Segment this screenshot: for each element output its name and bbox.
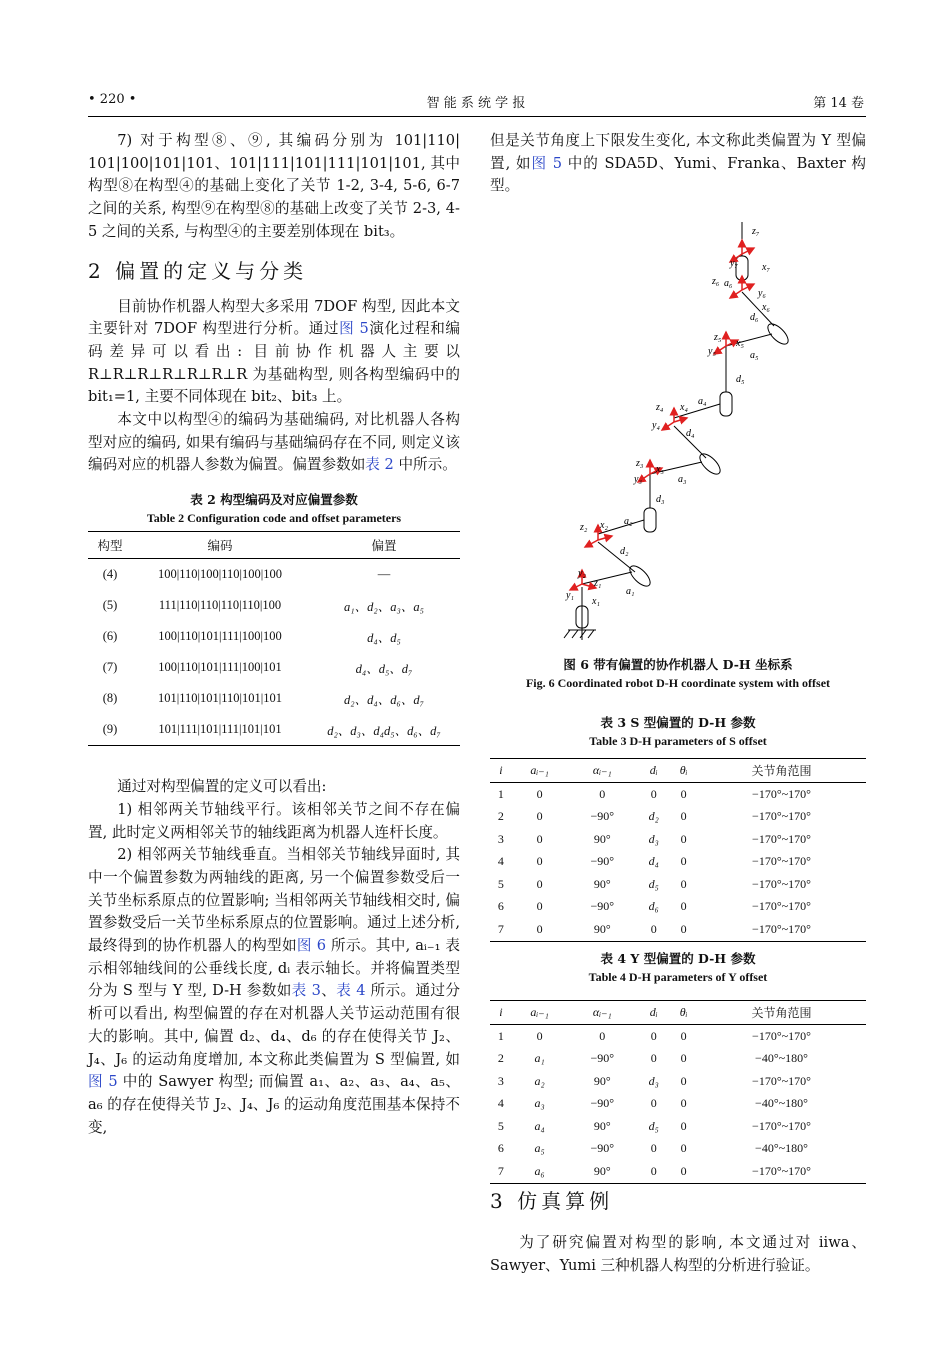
table-row <box>490 1048 866 1071</box>
frame-label: d₄ <box>686 428 695 439</box>
table-cell: 2 <box>497 809 504 824</box>
table2-link[interactable]: 表 2 <box>365 456 394 474</box>
table3 <box>490 758 866 942</box>
table-cell: 0 <box>536 786 543 801</box>
table-cell: 0 <box>637 918 670 941</box>
table-cell: (9) <box>88 714 132 746</box>
table-cell: a₁、d₂、a₃、a₅ <box>344 599 424 614</box>
table-cell: 0 <box>536 831 543 846</box>
table-cell: 4 <box>497 1096 504 1111</box>
table-cell: 0 <box>680 1051 687 1066</box>
table-cell: a₆ <box>512 1160 568 1183</box>
frame-label: x₃ <box>656 464 664 475</box>
table-cell: d₃ <box>648 831 659 846</box>
table4-block <box>490 950 866 1184</box>
table3-caption-en: Table 3 D-H parameters of S offset <box>589 734 767 748</box>
table-cell: −170°~170° <box>752 1118 811 1133</box>
table-cell: −170°~170° <box>752 809 811 824</box>
fig5-link-2[interactable]: 图 5 <box>88 1073 118 1091</box>
table-cell: 100|110|101|111|100|100 <box>158 629 282 644</box>
column-header: dᵢ <box>637 1001 670 1025</box>
table-cell: 0 <box>536 876 543 891</box>
table-cell: 0 <box>680 809 687 824</box>
table-cell: 0 <box>680 786 687 801</box>
table-cell: −170°~170° <box>752 1073 811 1088</box>
frame-label: d₃ <box>656 494 665 505</box>
frame-label: a₂ <box>624 516 633 527</box>
column-header: i <box>490 759 512 783</box>
paragraph-7dof: 目前协作机器人构型大多采用 7DOF 构型, 因此本文主要针对 7DOF 构型进行分析。通过图 5演化过程和编码差异可以看出: 目前协作机器人主要以 R⊥R⊥R⊥R⊥R⊥R⊥R 为基础构型, 则各构型编码中的 bit₁=1, 主要不同体现在 bit₂、bit₃ 上。 <box>88 297 460 406</box>
column-header: dᵢ <box>637 759 670 783</box>
table-cell: 5 <box>497 1118 504 1133</box>
table-cell: 90° <box>593 876 611 891</box>
table-cell: 0 <box>599 786 606 801</box>
frame-label: x₆ <box>762 302 770 313</box>
frame-label: y₅ <box>708 346 716 357</box>
table-cell: 0 <box>650 786 657 801</box>
frame-label: z₃ <box>636 458 644 469</box>
table-cell: 0 <box>680 1118 687 1133</box>
table-cell: 0 <box>680 1096 687 1111</box>
table-row <box>490 1025 866 1048</box>
table4 <box>490 1000 866 1184</box>
table-row <box>490 1115 866 1138</box>
table-cell: 0 <box>680 1141 687 1156</box>
table-cell: −40°~180° <box>755 1096 808 1111</box>
table-cell: 90° <box>567 1160 637 1183</box>
table-cell: −170°~170° <box>697 918 866 941</box>
table-cell: 100|110|100|110|100|100 <box>157 567 283 582</box>
frame-label: x₇ <box>762 262 770 273</box>
table-cell: 101|111|101|111|101|101 <box>132 714 308 746</box>
paragraph-perpendicular-joints: 2) 相邻两关节轴线垂直。当相邻关节轴线异面时, 其中一个偏置参数为两轴线的距离, 另一个偏置参数受后一关节坐标系原点的位置影响; 当相邻两关节轴线相交时, 偏置参数受后一关节坐标系原点的位置影响。通过上述分析, 最终得到的协作机器人的构型如图 6 所示。其中, aᵢ₋₁ 表示相邻轴线间的公垂线长度, dᵢ 表示轴长。并将偏置类型分为 S 型与 Y 型, D-H 参数如表 3、表 4 所示。通过分析可以看出, 构型偏置的存在对机器人关节运动范围有很大的影响。其中, 偏置 d₂、d₄、d₆ 的存在使得关节 J₂、J₄、J₆ 的运动角度增加, 本文称此类偏置为 S 型偏置, 如图 5 中的 Sawyer 构型; 而偏置 a₁、a₂、a₃、a₄、a₅、a₆ 的存在使得关节 J₂、J₄、J₆ 的运动角度范围基本保持不变, <box>88 846 460 1136</box>
journal-title: 智 能 系 统 学 报 <box>426 96 526 111</box>
table-cell: −170°~170° <box>752 876 811 891</box>
fig6-link[interactable]: 图 6 <box>296 937 327 955</box>
volume-label: 第 14 卷 <box>813 96 864 111</box>
table-cell: −170°~170° <box>752 899 811 914</box>
table-cell: −90° <box>590 1141 615 1156</box>
table-row <box>490 1160 866 1183</box>
table-cell: d₂、d₄、d₆、d₇ <box>344 692 424 707</box>
paragraph-observation: 通过对构型偏置的定义可以看出: <box>117 778 327 796</box>
table-cell: d₆ <box>648 899 659 914</box>
column-header: θᵢ <box>670 1001 697 1025</box>
table-cell: 1 <box>497 1028 504 1043</box>
table-row <box>88 621 460 652</box>
table-row <box>490 783 866 806</box>
table-cell: −170°~170° <box>752 1028 811 1043</box>
table-cell: 4 <box>497 854 504 869</box>
table-row <box>88 559 460 591</box>
frame-label: x₄ <box>680 402 688 413</box>
table-row <box>490 896 866 919</box>
table-cell: 0 <box>637 1160 670 1183</box>
table-cell: (4) <box>102 567 118 582</box>
table-row <box>490 918 866 941</box>
table-cell: 1 <box>497 786 504 801</box>
table-cell: 6 <box>497 1141 504 1156</box>
table-cell: (7) <box>102 660 118 675</box>
table4-caption-cn: 表 4 Y 型偏置的 D-H 参数 <box>600 951 756 966</box>
header-rule <box>88 116 866 117</box>
table-cell: −170°~170° <box>752 854 811 869</box>
paragraph-y-offset: 但是关节角度上下限发生变化, 本文称此类偏置为 Y 型偏置, 如图 5 中的 SDA5D、Yumi、Franka、Baxter 构型。 <box>490 132 866 195</box>
table-cell: (6) <box>102 629 118 644</box>
table-cell: 0 <box>680 831 687 846</box>
table3-block <box>490 714 866 942</box>
frame-label: y₆ <box>758 288 766 299</box>
table-cell: 0 <box>670 1160 697 1183</box>
frame-label: x₁ <box>592 596 600 607</box>
section3-block <box>490 1188 866 1277</box>
table-cell: d₃ <box>648 1073 659 1088</box>
column-header: θᵢ <box>670 759 697 783</box>
table-cell: 0 <box>536 809 543 824</box>
frame-label: z₅ <box>714 332 722 343</box>
table-row <box>490 1070 866 1093</box>
table-cell: — <box>377 567 391 582</box>
table-cell: 90° <box>567 918 637 941</box>
table-row <box>490 1093 866 1116</box>
table-row <box>490 851 866 874</box>
table-cell: d₅ <box>648 1118 659 1133</box>
frame-label: y₃ <box>634 474 642 485</box>
table-cell: 0 <box>680 876 687 891</box>
table-cell: 0 <box>680 1073 687 1088</box>
table-cell: 7 <box>490 918 512 941</box>
table4-caption-en: Table 4 D-H parameters of Y offset <box>588 970 768 984</box>
table-cell: 111|110|110|110|110|100 <box>158 598 282 613</box>
table-cell: 3 <box>497 831 504 846</box>
column-header: i <box>490 1001 512 1025</box>
frame-label: x₅ <box>736 338 744 349</box>
table-cell: −90° <box>590 1096 615 1111</box>
frame-label: y₇ <box>730 258 738 269</box>
table-cell: 0 <box>536 1028 543 1043</box>
page-number: • 220 • <box>88 92 137 107</box>
frame-label: a₁ <box>626 586 635 597</box>
table-cell: −40°~180° <box>755 1051 808 1066</box>
table2-caption: 表 2 构型编码及对应偏置参数 Table 2 Configuration code and offset parameters <box>146 492 402 526</box>
table-cell: d₅ <box>648 876 659 891</box>
table-cell: 0 <box>650 1141 657 1156</box>
fig5-link[interactable]: 图 5 <box>339 320 369 338</box>
table-cell: a₃ <box>534 1096 545 1111</box>
column-header: 关节角范围 <box>697 759 866 783</box>
frame-label: z₄ <box>656 402 664 413</box>
frame-label: y₂ <box>578 568 586 579</box>
table-cell: −170°~170° <box>752 786 811 801</box>
table-cell: 6 <box>497 899 504 914</box>
frame-label: a₆ <box>724 278 733 289</box>
paragraph-simulation: 为了研究偏置对构型的影响, 本文通过对 iiwa、Sawyer、Yumi 三种机器人构型的分析进行验证。 <box>490 1234 866 1274</box>
column-header: aᵢ₋₁ <box>512 1001 568 1025</box>
frame-label: z₁ <box>594 578 602 589</box>
table-cell: 7 <box>490 1160 512 1183</box>
frame-label: y₄ <box>652 420 660 431</box>
table-cell: 0 <box>650 1096 657 1111</box>
column-header: αᵢ₋₁ <box>567 759 637 783</box>
table-cell: a₁ <box>534 1051 545 1066</box>
table-row <box>490 1138 866 1161</box>
table-cell: 101|110|101|110|101|101 <box>157 691 283 706</box>
table-cell: d₄、d₅、d₇ <box>355 661 413 676</box>
table-row <box>490 828 866 851</box>
table-cell: −170°~170° <box>752 831 811 846</box>
table-cell: 0 <box>680 1028 687 1043</box>
frame-label: z₇ <box>752 226 760 237</box>
table-cell: 90° <box>593 1118 611 1133</box>
table-row <box>88 714 460 746</box>
table-row <box>88 652 460 683</box>
table-row <box>490 873 866 896</box>
figure6-caption: 图 6 带有偏置的协作机器人 D-H 坐标系 Fig. 6 Coordinated robot D-H coordinate system with offset <box>525 657 831 690</box>
table2: 构型 编码 偏置 (4) 100|110|100|110|100|100 — (5) 111|110|110|110|110|100 a₁、d₂、a₃、a₅ (6) 100|110|101|111|100|100 d₄、d₅ (7) 100|110|101|111|100|101 d₄、d₅、d₇ (8) 101|110|101|110|101|101 d₂、d₄、d₆、d₇ (9) 101|111|101|111|101|101 d₂、d₃、d₄d₅、d₆、d₇ <box>88 531 460 746</box>
table-cell: −90° <box>590 1051 615 1066</box>
table-cell: (5) <box>102 598 118 613</box>
table3-caption-cn: 表 3 S 型偏置的 D-H 参数 <box>600 715 756 730</box>
frame-label: a₄ <box>698 396 707 407</box>
section-3-heading: 3 仿真算例 <box>490 1189 614 1213</box>
table-cell: d₄、d₅ <box>367 630 401 645</box>
table-cell: 2 <box>497 1051 504 1066</box>
table-cell: d₂、d₃、d₄d₅、d₆、d₇ <box>308 714 460 746</box>
table-cell: a₅ <box>534 1141 545 1156</box>
column-header: aᵢ₋₁ <box>512 759 568 783</box>
table-cell: −170°~170° <box>697 1160 866 1183</box>
table-row <box>490 806 866 829</box>
column-header: 关节角范围 <box>697 1001 866 1025</box>
right-column <box>490 130 866 198</box>
table-cell: a₄ <box>534 1118 545 1133</box>
table3-link[interactable]: 表 3 <box>291 982 321 1000</box>
table-cell: 0 <box>670 918 697 941</box>
fig5-link-3[interactable]: 图 5 <box>531 154 563 172</box>
table-cell: 0 <box>650 1028 657 1043</box>
table-row <box>88 683 460 714</box>
table-cell: 0 <box>536 854 543 869</box>
paragraph-offset-definition: 本文中以构型④的编码为基础编码, 对比机器人各构型对应的编码, 如果有编码与基础编码存在不同, 则定义该编码对应的机器人参数为偏置。偏置参数如表 2 中所示。 <box>88 411 460 474</box>
table-cell: 5 <box>497 876 504 891</box>
left-column <box>88 130 460 1139</box>
table-cell: 3 <box>497 1073 504 1088</box>
table-cell: 90° <box>593 831 611 846</box>
column-header: αᵢ₋₁ <box>567 1001 637 1025</box>
frame-label: d₆ <box>750 312 759 323</box>
section-2-heading: 2 偏置的定义与分类 <box>88 258 308 283</box>
table-cell: d₄ <box>648 854 659 869</box>
frame-label: a₃ <box>678 474 687 485</box>
paragraph-config-8-9: 7) 对于构型⑧、⑨, 其编码分别为 101|110| 101|100|101|101、101|111|101|111|101|101, 其中构型⑧在构型④的基础上变化了关节 1-2, 3-4, 5-6, 6-7 之间的关系, 构型⑨在构型⑧的基础上改变了关节 2-3, 4-5 之间的关系, 与构型④的主要差别体现在 bit₃。 <box>88 132 460 240</box>
frame-label: x₂ <box>600 520 608 531</box>
table-cell: 0 <box>512 918 568 941</box>
paragraph-parallel-joints: 1) 相邻两关节轴线平行。该相邻关节之间不存在偏置, 此时定义两相邻关节的轴线距离为机器人连杆长度。 <box>88 800 460 841</box>
table-cell: 0 <box>680 899 687 914</box>
frame-label: a₅ <box>750 350 759 361</box>
table-cell: 90° <box>593 1073 611 1088</box>
table-cell: −90° <box>590 899 615 914</box>
frame-label: z₆ <box>712 276 720 287</box>
table-cell: −90° <box>590 809 615 824</box>
frame-label: d₅ <box>736 374 745 385</box>
table-row <box>88 590 460 621</box>
frame-label: y₁ <box>566 590 574 601</box>
table-cell: 0 <box>680 854 687 869</box>
table-cell: −40°~180° <box>755 1141 808 1156</box>
table-cell: d₂ <box>648 809 659 824</box>
table-cell: −90° <box>590 854 615 869</box>
table-cell: 0 <box>599 1028 606 1043</box>
table4-link[interactable]: 表 4 <box>336 982 366 1000</box>
table-cell: 0 <box>650 1051 657 1066</box>
table-cell: 100|110|101|111|100|101 <box>158 660 282 675</box>
table-cell: 0 <box>536 899 543 914</box>
frame-label: d₂ <box>620 546 629 557</box>
table-cell: (8) <box>102 691 118 706</box>
table-cell: a₂ <box>534 1073 545 1088</box>
frame-label: z₂ <box>580 522 588 533</box>
figure6-dh-diagram <box>540 222 810 642</box>
